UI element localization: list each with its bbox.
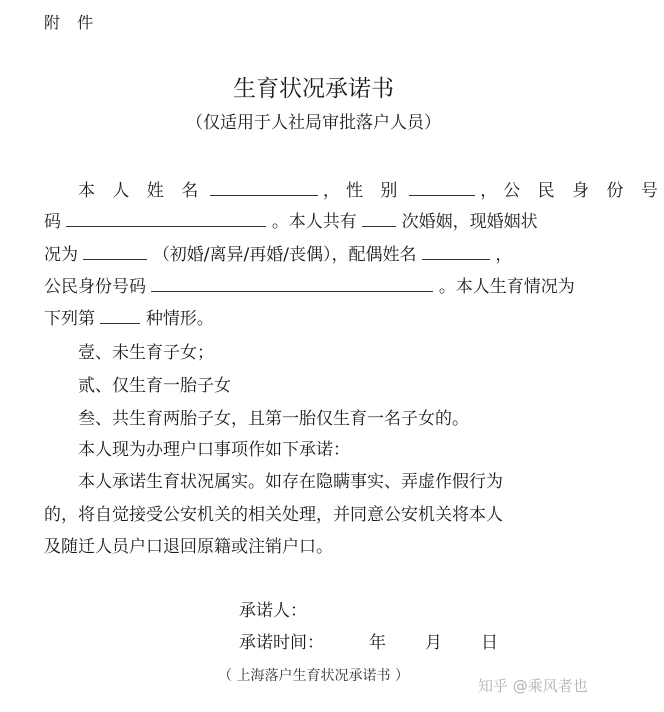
document-subtitle: （仅适用于人社局审批落户人员） bbox=[186, 113, 441, 133]
day-label: 日 bbox=[481, 633, 498, 653]
marriage-count-blank[interactable] bbox=[362, 210, 396, 227]
year-label: 年 bbox=[369, 633, 386, 653]
name-blank[interactable] bbox=[210, 179, 318, 196]
case-label: 下列第 bbox=[44, 309, 95, 329]
gender-label: ，性 别 bbox=[323, 181, 404, 201]
line-3 bbox=[44, 240, 512, 265]
option-2: 贰、仅生育一胎子女 bbox=[78, 376, 231, 396]
attachment-label: 附 件 bbox=[44, 13, 100, 32]
month-label: 月 bbox=[425, 633, 442, 653]
id-label: ，公 民 身 份 号 bbox=[480, 181, 664, 201]
case-suffix: 种情形。 bbox=[145, 309, 214, 329]
promise-line-1: 本人承诺生育状况属实。如存在隐瞒事实、弄虚作假行为 bbox=[78, 472, 503, 492]
marital-status-blank[interactable] bbox=[83, 243, 147, 260]
watermark: 知乎 @乘风者也 bbox=[478, 677, 588, 695]
marriage-count-label: 。本人共有 bbox=[271, 212, 357, 232]
marriage-status-label: 次婚姻，现婚姻状 bbox=[401, 212, 538, 232]
birth-status-label: 。本人生育情况为 bbox=[438, 277, 575, 297]
line-4 bbox=[44, 272, 575, 297]
status-label: 况为 bbox=[44, 245, 78, 265]
promise-intro: 本人现为办理户口事项作如下承诺： bbox=[78, 440, 350, 460]
promise-line-3: 及随迁人员户口退回原籍或注销户口。 bbox=[44, 537, 333, 557]
spouse-id-label: 公民身份号码 bbox=[44, 277, 146, 297]
id-number-blank[interactable] bbox=[66, 210, 266, 227]
line-2 bbox=[44, 207, 538, 232]
comma: ， bbox=[495, 245, 513, 265]
spouse-id-blank[interactable] bbox=[151, 275, 433, 292]
line-5 bbox=[44, 304, 214, 329]
status-options: （初婚/离异/再婚/丧偶），配偶姓名 bbox=[152, 245, 417, 265]
gender-blank[interactable] bbox=[409, 179, 475, 196]
option-3: 叁、共生育两胎子女，且第一胎仅生育一名子女的。 bbox=[78, 409, 469, 429]
promise-time-label: 承诺时间： bbox=[239, 633, 324, 653]
option-1: 壹、未生育子女； bbox=[78, 343, 214, 363]
line-1 bbox=[78, 176, 664, 201]
case-number-blank[interactable] bbox=[100, 307, 140, 324]
promiser-label: 承诺人： bbox=[239, 601, 307, 621]
spouse-name-blank[interactable] bbox=[422, 243, 490, 260]
image-caption: （ 上海落户生育状况承诺书 ） bbox=[218, 668, 409, 684]
name-label: 本 人 姓 名 bbox=[78, 181, 205, 201]
code-label: 码 bbox=[44, 212, 61, 232]
promise-line-2: 的，将自觉接受公安机关的相关处理，并同意公安机关将本人 bbox=[44, 505, 503, 525]
document-title: 生育状况承诺书 bbox=[233, 76, 394, 102]
